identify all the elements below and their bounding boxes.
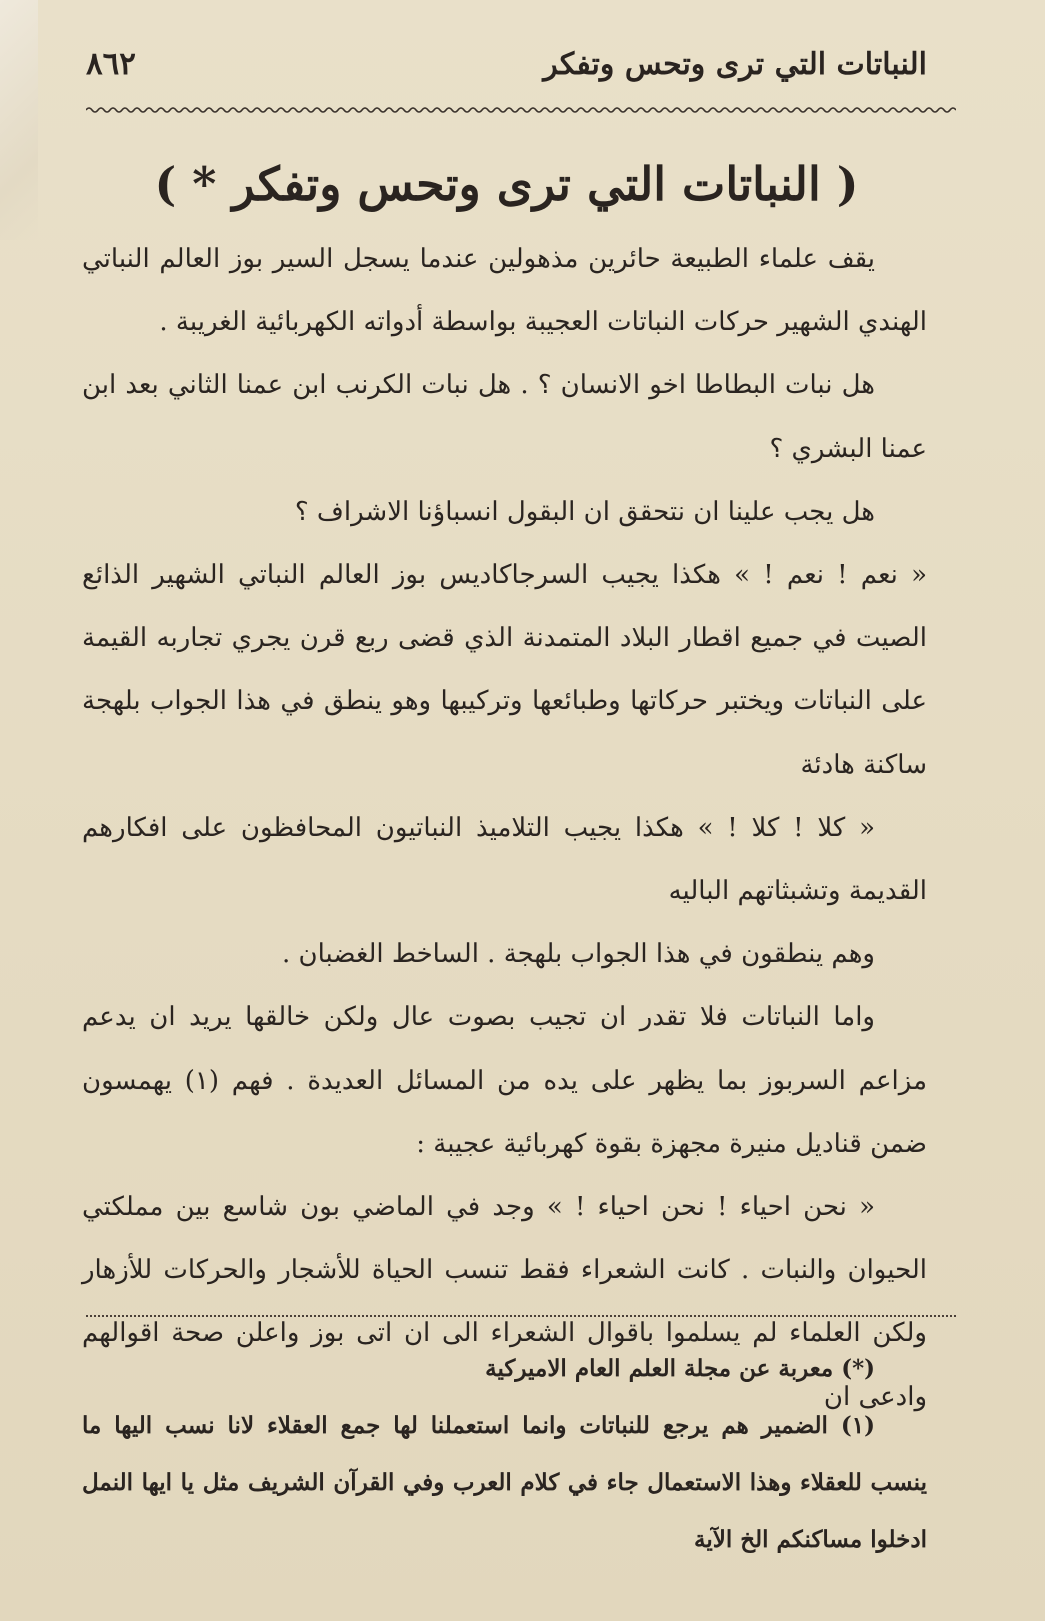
paragraph: هل نبات البطاطا اخو الانسان ؟ . هل نبات الكرنب ابن عمنا الثاني بعد ابن عمنا البشري ؟ [82, 370, 927, 464]
running-header [86, 38, 927, 90]
footnote: (*) معربة عن مجلة العلم العام الاميركية [485, 1355, 875, 1382]
footnotes [82, 1340, 927, 1568]
paragraph: « نعم ! نعم ! » هكذا يجيب السرجاكاديس بوز العالم النباتي الشهير الذائع الصيت في جميع اقطار البلاد المتمدنة الذي قضى ربع قرن يجري تجاربه القيمة على النباتات ويختبر حركاتها وطبائعها وتركيبها وهو ينطق في هذا الجواب بلهجة ساكنة هادئة [82, 560, 927, 780]
paragraph: يقف علماء الطبيعة حائرين مذهولين عندما يسجل السير بوز العالم النباتي الهندي الشهير حركات النباتات العجيبة بواسطة أدواته الكهربائية الغريبة . [82, 244, 927, 338]
paragraph: وهم ينطقون في هذا الجواب بلهجة . الساخط الغضبان . [282, 939, 875, 970]
article-title: ( النباتات التي ترى وتحس وتفكر * ) [154, 157, 859, 211]
header-wavy-rule [86, 104, 956, 116]
page-number: ٨٦٢ [86, 46, 136, 82]
footnote: (١) الضمير هم يرجع للنباتات وانما استعملنا لها جمع العقلاء لانا نسب اليها ما ينسب للعقلاء وهذا الاستعمال جاء في كلام العرب وفي القرآن الشريف مثل يا ايها النمل ادخلوا مساكنكم الخ الآية [82, 1412, 927, 1553]
running-title: النباتات التي ترى وتحس وتفكر [543, 46, 927, 82]
article-body [82, 228, 927, 1429]
paragraph: « نحن احياء ! نحن احياء ! » وجد في الماضي بون شاسع بين مملكتي الحيوان والنبات . كانت الشعراء فقط تنسب الحياة للأشجار والحركات للأزهار ولكن العلماء لم يسلموا باقوال الشعراء الى ان اتى بوز واعلن صحة اقوالهم وادعى ان [82, 1192, 927, 1412]
page-corner-shading [0, 0, 38, 240]
paragraph: واما النباتات فلا تقدر ان تجيب بصوت عال ولكن خالقها يريد ان يدعم مزاعم السربوز بما يظهر على يده من المسائل العديدة . فهم (١) يهمسون ضمن قناديل منيرة مجهزة بقوة كهربائية عجيبة : [82, 1002, 927, 1159]
footnote-divider [86, 1315, 956, 1317]
paragraph: « كلا ! كلا ! » هكذا يجيب التلاميذ النباتيون المحافظون على افكارهم القديمة وتشبثاتهم الباليه [82, 812, 927, 907]
paragraph: هل يجب علينا ان نتحقق ان البقول انسباؤنا الاشراف ؟ [294, 496, 875, 527]
